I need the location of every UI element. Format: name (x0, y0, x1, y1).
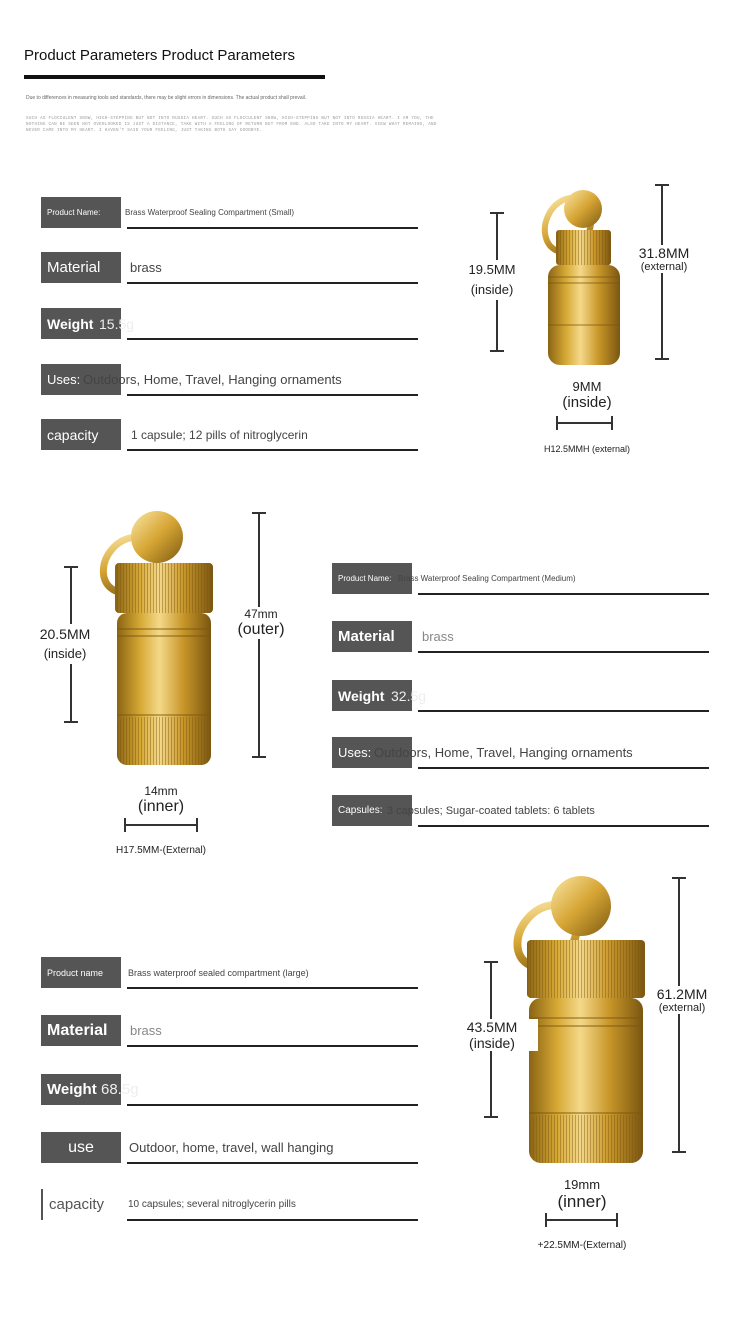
spec-underline (127, 227, 418, 229)
spec-row-small-capacity (41, 419, 418, 450)
spec-label: Product Name: (41, 197, 121, 228)
spec-underline (127, 282, 418, 284)
spec-label: Uses: (41, 364, 121, 395)
spec-row-medium-weight (332, 680, 709, 711)
title-underline (24, 75, 325, 79)
large-capsule-image (505, 868, 655, 1168)
dim-medium-outer (226, 607, 296, 639)
dim-cap (611, 416, 613, 430)
medium-capsule-image (95, 505, 225, 770)
spec-value: 15.5g (99, 315, 135, 332)
spec-underline (127, 1045, 418, 1047)
spec-value: 1 capsule; 12 pills of nitroglycerin (131, 427, 308, 442)
spec-row-large-material (41, 1015, 418, 1046)
spec-underline (127, 987, 418, 989)
spec-label: Product Name: (332, 563, 412, 594)
dim-value: 19.5MM (468, 262, 516, 277)
dim-value: 19mm (563, 1177, 601, 1192)
dim-cap (484, 1116, 498, 1118)
spec-label: Product name (41, 957, 121, 988)
spec-row-medium-capsules (332, 795, 709, 826)
dim-small-width (550, 379, 624, 411)
spec-value: 10 capsules; several nitroglycerin pills (128, 1199, 296, 1210)
spec-underline (418, 767, 709, 769)
spec-row-medium-name (332, 563, 709, 594)
spec-underline (127, 1162, 418, 1164)
spec-label: Material (332, 621, 412, 652)
spec-row-large-name (41, 957, 418, 988)
spec-value: 3 capsules; Sugar-coated tablets: 6 tablets (387, 804, 595, 817)
spec-value: Outdoors, Home, Travel, Hanging ornaments (374, 745, 633, 760)
dim-line (545, 1219, 617, 1221)
dim-cap (196, 818, 198, 832)
dim-label: (inside) (43, 646, 87, 661)
spec-underline (418, 593, 709, 595)
dim-large-bottom: +22.5MM-(External) (537, 1240, 627, 1251)
dim-medium-bottom: H17.5MM-(External) (115, 845, 207, 856)
spec-label: capacity (41, 1189, 121, 1220)
spec-row-medium-material (332, 621, 709, 652)
dim-cap (252, 756, 266, 758)
faded-description: SUCH AS FLOCCULENT SNOW, HIGH-STEPPING BUT NOT INTO RUSSIA HEART. SUCH AS FLOCCULENT SNOW, HIGH-STEPPING BUT NOT INTO RUSSIA HEART. I AM YOU, THE NOTHING CAN BE SEEN NOT OVERLOOKED IS JUST A DISTANCE, TAKE WITH A FEELING OF RETURN BUT FROM END. ALSO TAKE INTO MY HEART. VIEW WHAT REMAINS, AND NEVER CAME INTO MY HEART. I HAVEN'T SAID YOUR FEELING, JUST TAKING BOTH SAY GOODBYE. (26, 117, 437, 133)
spec-underline (418, 825, 709, 827)
spec-row-small-uses (41, 364, 418, 395)
dim-line (124, 824, 197, 826)
dim-cap (616, 1213, 618, 1227)
dim-large-width (544, 1177, 620, 1212)
spec-row-large-capacity (41, 1189, 418, 1220)
dim-cap (490, 350, 504, 352)
disclaimer-note: Due to differences in measuring tools and standards, there may be slight errors in dimensions. The actual product shall prevail. (26, 95, 307, 101)
spec-value: Outdoors, Home, Travel, Hanging ornaments (83, 372, 342, 387)
dim-value: 20.5MM (39, 626, 91, 642)
spec-value: brass (130, 1023, 162, 1038)
spec-underline (127, 449, 418, 451)
spec-underline (127, 1104, 418, 1106)
dim-medium-width (124, 784, 198, 816)
dim-value: 47mm (244, 607, 278, 621)
dim-cap (672, 1151, 686, 1153)
dim-small-inside (452, 260, 532, 300)
spec-value: brass (422, 629, 454, 644)
spec-label: Weight (41, 308, 121, 339)
dim-value: 31.8MM (638, 245, 690, 261)
small-capsule-image (520, 185, 630, 370)
dim-label: (inner) (557, 1192, 607, 1211)
dim-label: (inside) (562, 394, 612, 411)
dim-value: 9MM (572, 379, 602, 394)
spec-underline (418, 710, 709, 712)
dim-small-external (628, 245, 700, 273)
spec-label: Capsules: (332, 795, 412, 826)
dim-value: 43.5MM (466, 1019, 518, 1035)
dim-large-inside (446, 1019, 538, 1051)
dim-small-bottom: H12.5MMH (external) (543, 444, 631, 454)
spec-value: Brass Waterproof Sealing Compartment (Medium) (398, 574, 576, 583)
spec-value: 32.5g (391, 687, 427, 704)
spec-label: Weight (41, 1074, 121, 1105)
spec-label: Material (41, 252, 121, 283)
spec-underline (127, 394, 418, 396)
spec-row-small-name (41, 197, 418, 228)
dim-cap (655, 358, 669, 360)
dim-value: 61.2MM (656, 986, 708, 1002)
dim-line (678, 877, 680, 1153)
dim-label: (external) (640, 261, 688, 273)
spec-underline (127, 1219, 418, 1221)
spec-row-small-weight (41, 308, 418, 339)
dim-value: 14mm (144, 784, 178, 798)
spec-row-large-weight (41, 1074, 418, 1105)
spec-row-large-use (41, 1132, 418, 1163)
spec-value: Brass Waterproof Sealing Compartment (Small) (125, 208, 295, 217)
dim-label: (outer) (237, 621, 285, 638)
dim-cap (64, 721, 78, 723)
spec-row-small-material (41, 252, 418, 283)
spec-value: Outdoor, home, travel, wall hanging (129, 1140, 334, 1155)
spec-label: Material (41, 1015, 121, 1046)
spec-underline (127, 338, 418, 340)
dim-large-external (646, 986, 718, 1014)
spec-label: Uses: (332, 737, 412, 768)
dim-label: (inside) (470, 282, 514, 297)
spec-row-medium-uses (332, 737, 709, 768)
page-title: Product Parameters Product Parameters (24, 47, 295, 64)
spec-value: 68.5g (101, 1081, 139, 1098)
dim-label: (external) (658, 1002, 706, 1014)
dim-label: (inside) (469, 1035, 515, 1051)
spec-label: Weight (332, 680, 412, 711)
dim-label: (inner) (137, 798, 185, 815)
spec-value: Brass waterproof sealed compartment (large) (128, 967, 309, 978)
spec-label: use (41, 1132, 121, 1163)
spec-underline (418, 651, 709, 653)
dim-medium-inside (26, 624, 104, 664)
dim-line (556, 422, 612, 424)
spec-label: capacity (41, 419, 121, 450)
spec-value: brass (130, 260, 162, 275)
